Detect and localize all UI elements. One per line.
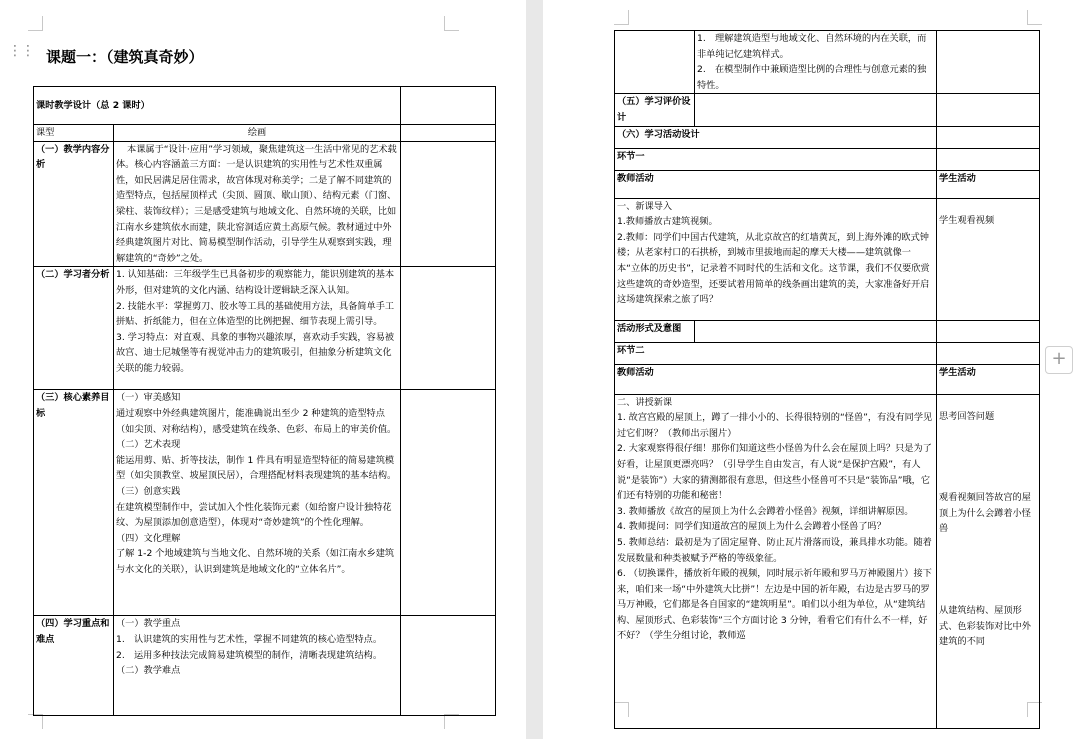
teacher-activity-header: 教师活动 <box>615 170 937 198</box>
teacher-activity-item: 5. 教师总结：最初是为了固定屋脊、防止瓦片滑落而设，兼具排水功能。随着发展数量和种类被赋予严格的等级象征。 <box>617 536 932 564</box>
lesson-title: 课题一：（建筑真奇妙） <box>46 48 204 66</box>
literacy-goal-item: （二）艺术表现 <box>116 439 181 451</box>
table-empty-cell <box>937 31 1040 94</box>
table-title-cell: 课时教学设计（总 2 课时） <box>34 87 401 125</box>
learner-analysis-label: （二）学习者分析 <box>34 267 114 390</box>
teacher-activity-item: 1.教师播放古建筑视频。 <box>617 216 718 228</box>
student-activity-item: 思考回答问题 <box>939 410 995 422</box>
literacy-goal-item: 了解 1-2 个地域建筑与当地文化、自然环境的关系（如江南水乡建筑与水文化的关联），认识到建筑是地域文化的“立体名片”。 <box>116 548 395 575</box>
difficulty-item: 1. 理解建筑造型与地域文化、自然环境的内在关联，而非单纯记忆建筑样式。 <box>697 33 927 60</box>
student-activity-header-2: 学生活动 <box>937 364 1040 394</box>
drag-handle-icon[interactable]: ⋮⋮ <box>8 43 34 59</box>
course-type-value: 绘画 <box>114 125 401 142</box>
segment-one-student-text <box>937 198 1040 320</box>
add-block-button[interactable]: + <box>1045 346 1073 374</box>
table-empty-cell <box>937 320 1040 342</box>
table-empty-cell <box>401 390 496 616</box>
teacher-activity-item: 6. （切换课件，播放祈年殿的视频，同时展示祈年殿和罗马万神殿图片）接下来，咱们来一场“中外建筑大比拼”！左边是中国的祈年殿，右边是古罗马的罗马万神殿，它们都是各自国家的“建筑明星”。咱们以小组为单位，从“建筑结构、屋顶形式、色彩装饰”三个方面讨论 3 分钟，看看它们有什么不一样，好不好？（学生分组讨论，教师巡 <box>617 568 932 642</box>
teacher-activity-item: 2. 大家观察得很仔细！那你们知道这些小怪兽为什么会在屋顶上吗？只是为了好看，让屋顶更漂亮吗？（引导学生自由发言，有人说“是保护宫殿”，有人说“是装饰”）大家的猜测都很有意思，但这些小怪兽可不只是“装饰品”哦，它们还有特别的功能和秘密！ <box>617 443 932 502</box>
segment-one-teacher-text <box>615 198 937 320</box>
teacher-activity-item: 2.教师：同学们中国古代建筑，从北京故宫的红墙黄瓦，到上海外滩的欧式钟楼；从老家村口的石拱桥，到城市里拔地而起的摩天大楼——建筑就像一本“立体的历史书”，记录着不同时代的生活和文化。这节课，我们不仅要欣赏这些建筑的奇妙造型，还要试着用简单的线条画出建筑的美，大家准备好开启这场建筑探索之旅了吗？ <box>617 231 930 306</box>
content-analysis-label: （一）教学内容分析 <box>34 141 114 267</box>
course-type-label: 课型 <box>34 125 114 142</box>
page-corner-mark <box>444 16 459 31</box>
literacy-goal-item: （三）创意实践 <box>116 485 181 497</box>
evaluation-label: （五）学习评价设计 <box>615 94 695 126</box>
table-empty-cell <box>937 148 1040 170</box>
teacher-activity-item: 3. 教师播放《故宫的屋顶上为什么会蹲着小怪兽》视频，详细讲解原因。 <box>617 505 914 517</box>
activity-design-label: （六）学习活动设计 <box>615 126 937 148</box>
page-corner-mark <box>28 16 43 31</box>
literacy-goal-item: （四）文化理解 <box>116 532 181 544</box>
table-empty-cell <box>401 87 496 125</box>
key-point-item: （一）教学重点 <box>116 618 181 630</box>
literacy-goal-item: 通过观察中外经典建筑图片，能准确说出至少 2 种建筑的造型特点（如尖顶、对称结构），感受建筑在线条、色彩、布局上的审美价值。 <box>116 407 397 435</box>
table-empty-cell <box>937 94 1040 126</box>
teacher-activity-header-2: 教师活动 <box>615 364 937 394</box>
table-empty-cell <box>401 125 496 142</box>
table-empty-cell <box>401 141 496 267</box>
learner-analysis-text <box>114 267 401 390</box>
activity-form-label: 活动形式及意图 <box>615 320 695 342</box>
table-empty-cell <box>615 31 695 94</box>
teacher-activity-item: 4. 教师提问：同学们知道故宫的屋顶上为什么会蹲着小怪兽了吗？ <box>617 521 886 533</box>
teacher-activity-item: 1. 故宫宫殿的屋顶上，蹲了一排小小的、长得很特别的“怪兽”，有没有同学见过它们呀？（教师出示图片） <box>617 412 933 439</box>
key-point-item: 1. 认识建筑的实用性与艺术性，掌握不同建筑的核心造型特点。 <box>116 633 383 645</box>
learner-analysis-item: 2. 技能水平：掌握剪刀、胶水等工具的基础使用方法，具备简单手工拼贴、折纸能力，但在立体造型的比例把握、细节表现上需引导。 <box>116 300 395 328</box>
segment-two-student-text <box>937 394 1040 728</box>
student-activity-item: 学生观看视频 <box>939 214 995 226</box>
segment-one-label: 环节一 <box>615 148 937 170</box>
literacy-goal-item: 在建筑模型制作中，尝试加入个性化装饰元素（如给窗户设计独特花纹、为屋顶添加创意造型），体现对“奇妙建筑”的个性化理解。 <box>116 501 392 529</box>
key-point-item: （二）教学难点 <box>116 665 181 677</box>
learner-analysis-item: 1. 认知基础：三年级学生已具备初步的观察能力，能识别建筑的基本外形，但对建筑的文化内涵、结构设计逻辑缺乏深入认知。 <box>116 269 395 296</box>
lesson-design-table <box>33 86 496 716</box>
key-point-item: 2. 运用多种技法完成简易建筑模型的制作，清晰表现建筑结构。 <box>116 649 383 661</box>
learner-analysis-item: 3. 学习特点：对直观、具象的事物兴趣浓厚，喜欢动手实践，容易被故宫、迪士尼城堡等有视觉冲击力的建筑吸引，但抽象分析建筑文化关联的能力较弱。 <box>116 331 395 374</box>
key-points-text <box>114 616 401 716</box>
segment-two-teacher-text <box>615 394 937 728</box>
student-activity-item: 从建筑结构、屋顶形式、色彩装饰对比中外建筑的不同 <box>939 604 1031 648</box>
page-corner-mark <box>614 10 629 25</box>
student-activity-header: 学生活动 <box>937 170 1040 198</box>
literacy-goals-label: （三）核心素养目标 <box>34 390 114 616</box>
teacher-activity-item: 二、讲授新课 <box>617 396 673 408</box>
activity-form-content <box>695 320 937 342</box>
literacy-goal-item: （一）审美感知 <box>116 392 181 404</box>
table-empty-cell <box>401 267 496 390</box>
evaluation-content <box>695 94 937 126</box>
page-corner-mark <box>1027 10 1042 25</box>
difficulty-points-text <box>695 31 937 94</box>
document-page-left <box>0 0 526 739</box>
page-gap <box>526 0 543 739</box>
difficulty-item: 2. 在模型制作中兼顾造型比例的合理性与创意元素的独特性。 <box>697 64 927 91</box>
literacy-goal-item: 能运用剪、贴、折等技法，制作 1 件具有明显造型特征的简易建筑模型（如尖顶教堂、坡屋顶民居），合理搭配材料表现建筑的基本结构。 <box>116 454 397 482</box>
key-points-label: （四）学习重点和难点 <box>34 616 114 716</box>
segment-two-label: 环节二 <box>615 342 937 364</box>
teacher-activity-item: 一、新课导入 <box>617 200 673 212</box>
table-empty-cell <box>937 126 1040 148</box>
table-empty-cell <box>937 342 1040 364</box>
content-analysis-text: 本课属于“设计·应用”学习领域，聚焦建筑这一生活中常见的艺术载体。核心内容涵盖三方面：一是认识建筑的实用性与艺术性双重属性，如民居满足居住需求，故宫体现对称美学；二是了解不同建筑的造型特点，包括屋顶样式（尖顶、圆顶、歇山顶）、结构元素（门窗、梁柱、装饰纹样）；三是感受建筑与地域文化、自然环境的关联，比如江南水乡建筑依水而建，陕北窑洞适应黄土高原气候。教材通过中外经典建筑图片对比、简易模型制作活动，引导学生从观察到实践，理解建筑的“奇妙”之处。 <box>114 141 401 267</box>
literacy-goals-text <box>114 390 401 616</box>
activity-design-table <box>614 30 1040 729</box>
table-empty-cell <box>401 616 496 716</box>
student-activity-item: 观看视频回答故宫的屋顶上为什么会蹲着小怪兽 <box>939 492 1031 535</box>
